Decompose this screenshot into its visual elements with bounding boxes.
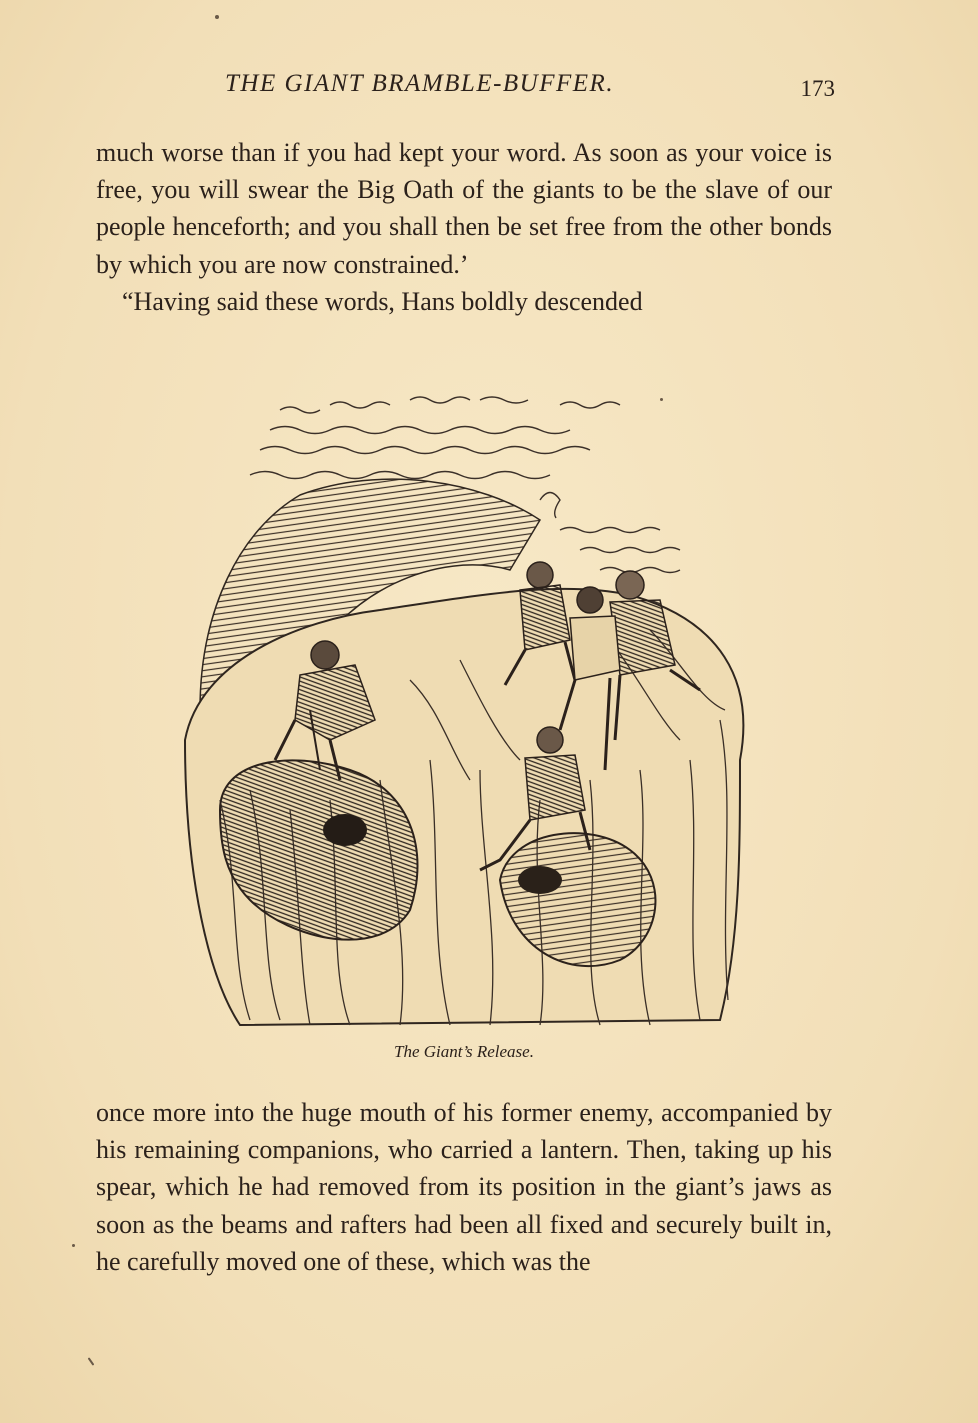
running-title: THE GIANT BRAMBLE-BUFFER.: [225, 70, 615, 97]
running-header: [95, 70, 835, 110]
page-speck: [72, 1244, 75, 1247]
nostril: [323, 814, 367, 846]
body-text-top: [96, 134, 832, 320]
paragraph: “Having said these words, Hans boldly descended: [122, 286, 643, 316]
body-text-bottom: [96, 1094, 832, 1280]
engraving-illustration: [180, 380, 760, 1035]
page-speck: [88, 1357, 95, 1366]
figure-caption: The Giant’s Release.: [394, 1042, 534, 1061]
paragraph: much worse than if you had kept your word. As soon as your voice is free, you will swear the Big Oath of the giants to be the slave of our people henceforth; and you shall then be set free from the other bonds by which you are now constrained.’: [96, 138, 832, 279]
page-number: 173: [800, 76, 835, 101]
page-speck: [215, 15, 219, 19]
eye-center: [518, 866, 562, 894]
paragraph: once more into the huge mouth of his former enemy, accompanied by his remaining companions, who carried a lantern. Then, taking up his spear, which he had removed from its position in the giant’s jaws as soon as the beams and rafters had been all fixed and securely built in, he carefully moved one of these, which was the: [96, 1098, 832, 1276]
